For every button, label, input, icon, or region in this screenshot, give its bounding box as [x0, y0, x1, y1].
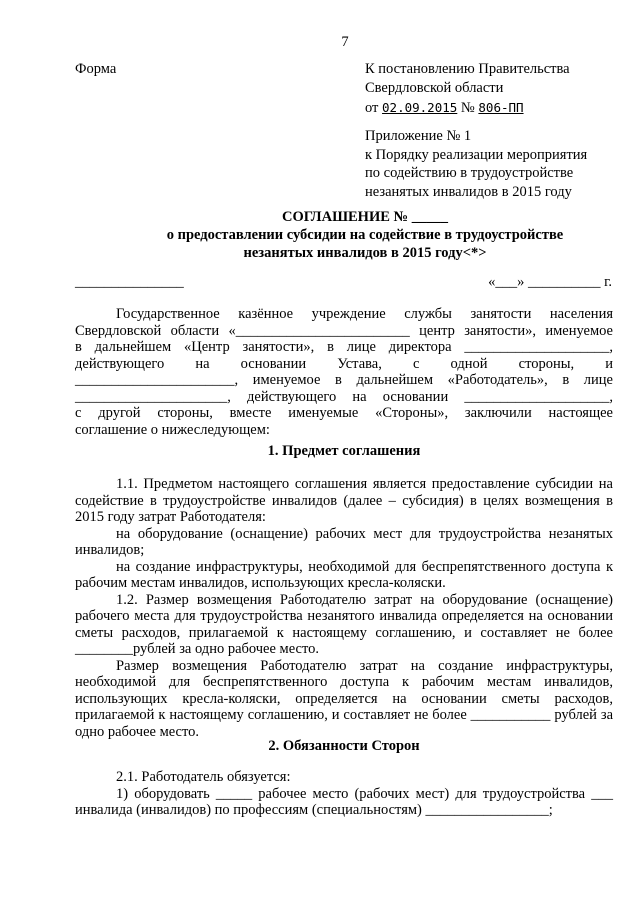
clause-2-1: 2.1. Работодатель обязуется:	[116, 769, 291, 785]
preamble-line: ______________________, именуемое в дальнейшем «Работодатель», в лице	[75, 372, 613, 388]
decree-date-line	[365, 98, 570, 118]
section1-body	[75, 476, 613, 740]
preamble-line: соглашение о нижеследующем:	[75, 421, 270, 438]
preamble-line: Свердловской области «________________________ центр занятости», именуемое	[75, 322, 613, 339]
clause-1-2: 1.2. Размер возмещения Работодателю затрат на оборудование (оснащение) рабочего места для трудоустройства незанятого инвалида определяется на основании сметы расходов, прилагаемой к настоящему соглашению, и составляет не более ________рублей за одно рабочее место.	[75, 591, 613, 657]
clause-1-1-b: на создание инфраструктуры, необходимой для беспрепятственного доступа к рабочим местам инвалидов, использующих кресла-коляски.	[75, 558, 613, 591]
clause-2-1-1: 1) оборудовать _____ рабочее место (рабочих мест) для трудоустройства ___ инвалида (инвалидов) по профессиям (специальностям) _________________;	[75, 785, 613, 818]
title-line1: СОГЛАШЕНИЕ № _____	[282, 209, 448, 225]
appendix-line2: к Порядку реализации мероприятия	[365, 146, 588, 163]
preamble-line: в дальнейшем «Центр занятости», в лице директора ____________________,	[75, 339, 613, 355]
decree-date: 02.09.2015	[382, 100, 458, 115]
preamble	[75, 306, 613, 438]
appendix-line1: Приложение № 1	[365, 128, 472, 144]
clause-1-1-a: на оборудование (оснащение) рабочих мест для трудоустройства незанятых инвалидов;	[75, 525, 613, 558]
decree-from-prefix: от	[365, 100, 379, 116]
appendix-line3: по содействию в трудоустройстве	[365, 165, 574, 181]
decree-number-sign: №	[460, 100, 475, 116]
appendix-line4: незанятых инвалидов в 2015 году	[365, 183, 572, 200]
preamble-line: _____________________, действующего на основании ____________________,	[75, 388, 613, 405]
section2-body	[75, 769, 613, 819]
clause-1-2-b: Размер возмещения Работодателю затрат на создание инфраструктуры, необходимой для беспрепятственного доступа к рабочим местам инвалидов, использующих кресла-коляски, определяется на основании сметы расходов, прилагаемой к настоящему соглашению, и составляет не более ___________ рублей за одно рабочее место.	[75, 657, 613, 740]
page-number: 7	[341, 34, 349, 50]
title-line3: незанятых инвалидов в 2015 году<*>	[243, 245, 487, 261]
section1-heading: 1. Предмет соглашения	[267, 443, 421, 459]
preamble-line: с другой стороны, вместе именуемые «Стороны», заключили настоящее	[75, 405, 613, 421]
decree-line1: К постановлению Правительства	[365, 61, 570, 77]
decree-line2: Свердловской области	[365, 80, 504, 96]
document-title	[60, 208, 640, 262]
section2-heading: 2. Обязанности Сторон	[268, 738, 420, 754]
preamble-line: действующего на основании Устава, с одной стороны, и	[75, 355, 613, 372]
clause-1-1: 1.1. Предметом настоящего соглашения является предоставление субсидии на содействие в трудоустройстве инвалидов (далее – субсидия) в целях возмещения в 2015 году затрат Работодателя:	[75, 476, 613, 525]
decree-reference	[365, 60, 570, 118]
title-line2: о предоставлении субсидии на содействие в трудоустройстве	[166, 227, 564, 243]
appendix-block	[365, 127, 587, 201]
preamble-line: Государственное казённое учреждение службы занятости населения	[116, 306, 613, 322]
form-label: Форма	[75, 61, 117, 77]
date-blank: «___» __________ г.	[488, 274, 612, 290]
decree-number: 806-ПП	[478, 100, 524, 115]
place-blank: _______________	[75, 274, 184, 290]
